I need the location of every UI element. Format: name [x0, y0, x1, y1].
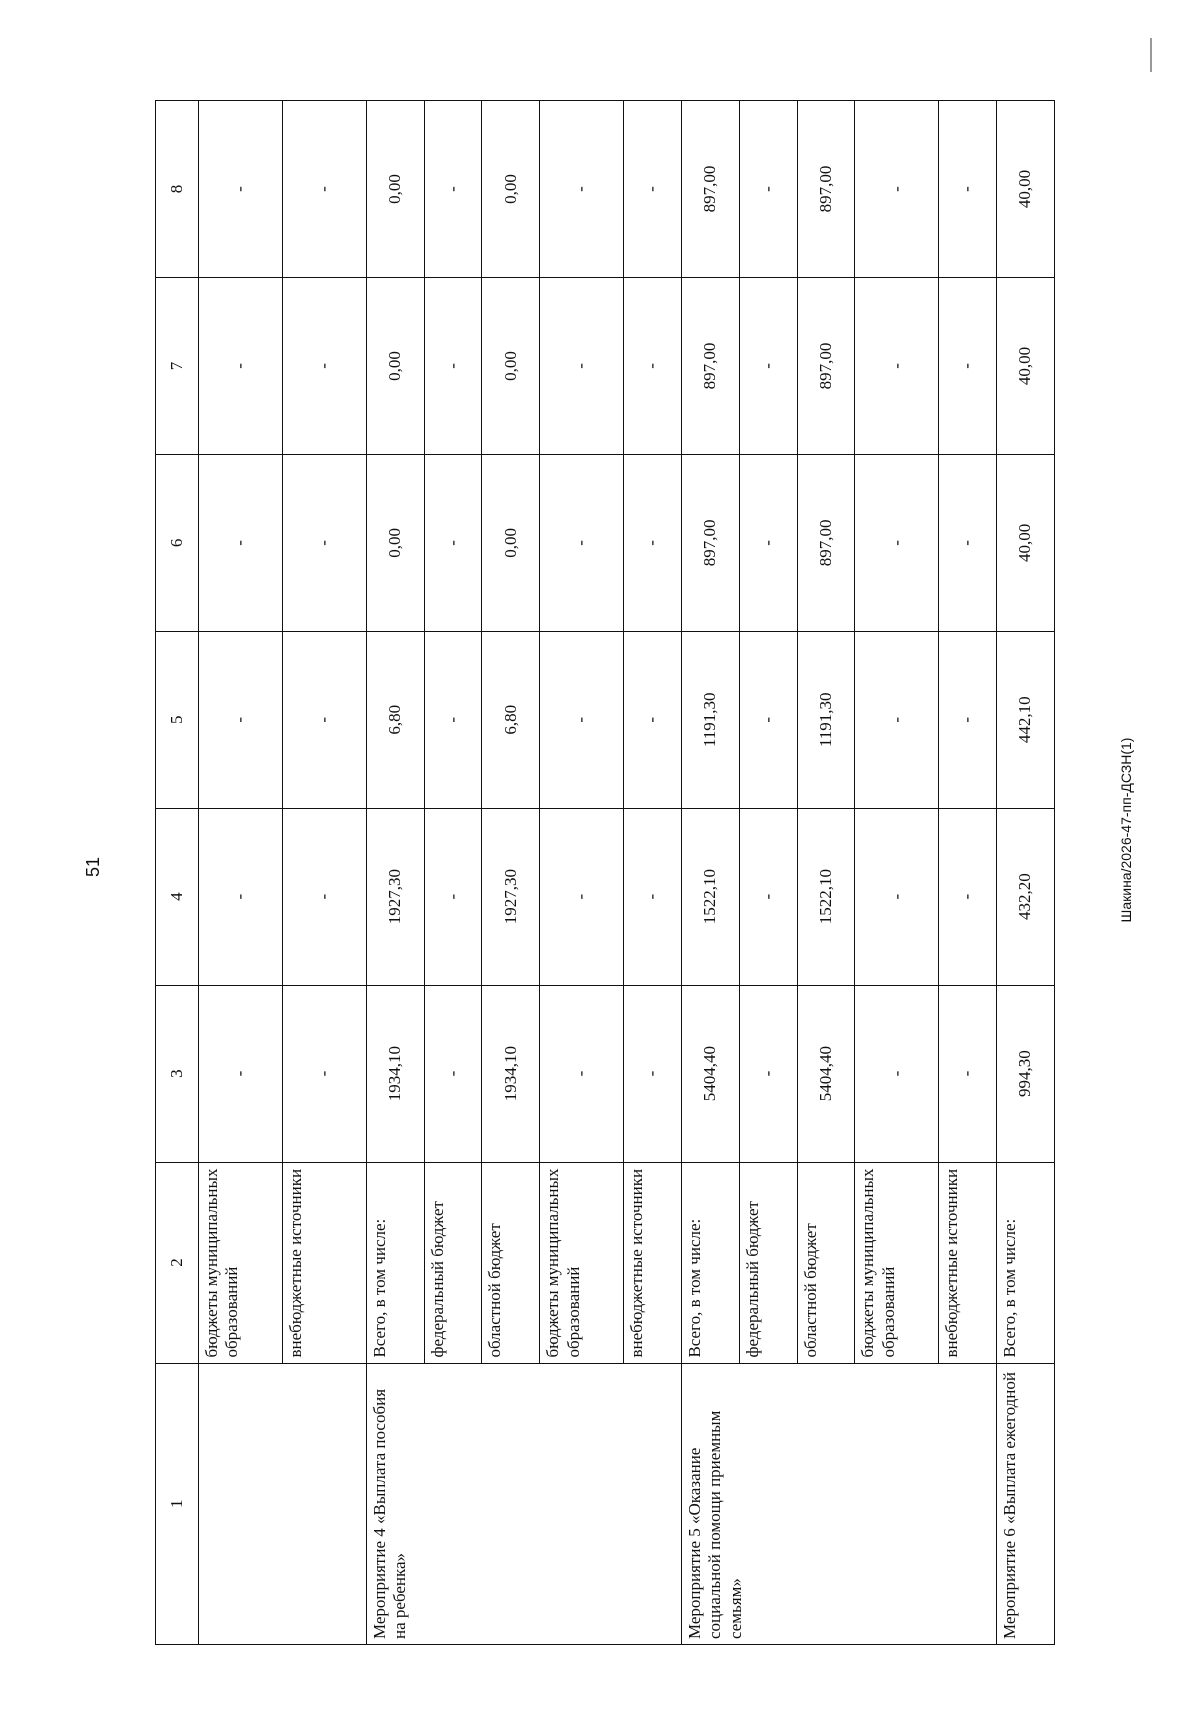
value-cell-col-7: -: [739, 277, 797, 454]
value-cell-col-6: -: [855, 454, 939, 631]
value-cell-col-8: -: [282, 101, 366, 278]
value-cell-col-5: 6,80: [366, 631, 424, 808]
budget-table: [155, 100, 1055, 1645]
header-col-1: 1: [156, 1363, 199, 1644]
funding-source-cell: бюджеты муниципальных образований: [540, 1162, 624, 1363]
activity-name-cell: Мероприятие 5 «Оказание социальной помощи приемным семьям»: [681, 1363, 996, 1644]
funding-source-cell: областной бюджет: [797, 1162, 855, 1363]
value-cell-col-8: -: [540, 101, 624, 278]
value-cell-col-3: -: [855, 985, 939, 1162]
funding-source-cell: внебюджетные источники: [282, 1162, 366, 1363]
scan-edge-mark: [1150, 38, 1152, 72]
value-cell-col-3: 994,30: [997, 985, 1055, 1162]
activity-name-cell: Мероприятие 4 «Выплата пособия на ребенка»: [366, 1363, 681, 1644]
value-cell-col-6: -: [282, 454, 366, 631]
page-number: 51: [83, 856, 103, 878]
value-cell-col-8: 0,00: [366, 101, 424, 278]
value-cell-col-3: -: [199, 985, 283, 1162]
value-cell-col-4: -: [739, 808, 797, 985]
value-cell-col-4: 1927,30: [366, 808, 424, 985]
value-cell-col-5: -: [424, 631, 482, 808]
header-col-4: 4: [156, 808, 199, 985]
value-cell-col-5: -: [540, 631, 624, 808]
funding-source-cell: Всего, в том числе:: [681, 1162, 739, 1363]
value-cell-col-3: -: [282, 985, 366, 1162]
value-cell-col-5: -: [739, 631, 797, 808]
table-row: [199, 101, 283, 1645]
value-cell-col-7: -: [199, 277, 283, 454]
value-cell-col-4: 432,20: [997, 808, 1055, 985]
funding-source-cell: Всего, в том числе:: [366, 1162, 424, 1363]
value-cell-col-6: -: [540, 454, 624, 631]
document-code: Шакина/2026-47-пп-ДСЗН(1): [1118, 737, 1134, 923]
value-cell-col-7: -: [939, 277, 997, 454]
value-cell-col-6: 0,00: [366, 454, 424, 631]
value-cell-col-7: 0,00: [482, 277, 540, 454]
funding-source-cell: бюджеты муниципальных образований: [855, 1162, 939, 1363]
value-cell-col-7: 897,00: [797, 277, 855, 454]
value-cell-col-5: 442,10: [997, 631, 1055, 808]
value-cell-col-3: -: [424, 985, 482, 1162]
value-cell-col-6: 897,00: [797, 454, 855, 631]
table-row: [997, 101, 1055, 1645]
value-cell-col-7: 0,00: [366, 277, 424, 454]
value-cell-col-7: -: [855, 277, 939, 454]
value-cell-col-8: -: [424, 101, 482, 278]
funding-source-cell: внебюджетные источники: [624, 1162, 682, 1363]
value-cell-col-3: 1934,10: [366, 985, 424, 1162]
funding-source-cell: федеральный бюджет: [739, 1162, 797, 1363]
funding-source-cell: бюджеты муниципальных образований: [199, 1162, 283, 1363]
value-cell-col-3: -: [624, 985, 682, 1162]
value-cell-col-5: 6,80: [482, 631, 540, 808]
value-cell-col-5: -: [624, 631, 682, 808]
value-cell-col-8: -: [199, 101, 283, 278]
value-cell-col-6: 40,00: [997, 454, 1055, 631]
value-cell-col-3: -: [939, 985, 997, 1162]
value-cell-col-6: 897,00: [681, 454, 739, 631]
value-cell-col-6: -: [424, 454, 482, 631]
value-cell-col-3: -: [739, 985, 797, 1162]
value-cell-col-8: -: [939, 101, 997, 278]
header-col-8: 8: [156, 101, 199, 278]
activity-name-cell: [199, 1363, 367, 1644]
value-cell-col-7: -: [624, 277, 682, 454]
header-row: [156, 101, 199, 1645]
header-col-7: 7: [156, 277, 199, 454]
table-row: [366, 101, 424, 1645]
value-cell-col-8: -: [855, 101, 939, 278]
value-cell-col-4: 1522,10: [797, 808, 855, 985]
value-cell-col-4: 1522,10: [681, 808, 739, 985]
budget-table-wrapper: [155, 100, 1055, 1645]
funding-source-cell: областной бюджет: [482, 1162, 540, 1363]
header-col-2: 2: [156, 1162, 199, 1363]
value-cell-col-5: 1191,30: [797, 631, 855, 808]
value-cell-col-7: 40,00: [997, 277, 1055, 454]
value-cell-col-7: 897,00: [681, 277, 739, 454]
value-cell-col-4: -: [939, 808, 997, 985]
value-cell-col-4: -: [424, 808, 482, 985]
activity-name-cell: Мероприятие 6 «Выплата ежегодной: [997, 1363, 1055, 1644]
value-cell-col-3: 1934,10: [482, 985, 540, 1162]
value-cell-col-4: 1927,30: [482, 808, 540, 985]
value-cell-col-6: -: [739, 454, 797, 631]
footer-wrapper: [1118, 650, 1140, 1010]
value-cell-col-8: -: [624, 101, 682, 278]
value-cell-col-5: 1191,30: [681, 631, 739, 808]
funding-source-cell: внебюджетные источники: [939, 1162, 997, 1363]
value-cell-col-7: -: [282, 277, 366, 454]
header-col-3: 3: [156, 985, 199, 1162]
value-cell-col-4: -: [199, 808, 283, 985]
header-col-6: 6: [156, 454, 199, 631]
value-cell-col-5: -: [855, 631, 939, 808]
value-cell-col-6: 0,00: [482, 454, 540, 631]
value-cell-col-8: 897,00: [681, 101, 739, 278]
value-cell-col-3: 5404,40: [797, 985, 855, 1162]
value-cell-col-7: -: [424, 277, 482, 454]
header-col-5: 5: [156, 631, 199, 808]
value-cell-col-4: -: [855, 808, 939, 985]
value-cell-col-5: -: [282, 631, 366, 808]
value-cell-col-8: 0,00: [482, 101, 540, 278]
value-cell-col-3: 5404,40: [681, 985, 739, 1162]
value-cell-col-5: -: [199, 631, 283, 808]
value-cell-col-7: -: [540, 277, 624, 454]
table-row: [681, 101, 739, 1645]
value-cell-col-8: -: [739, 101, 797, 278]
value-cell-col-6: -: [939, 454, 997, 631]
funding-source-cell: Всего, в том числе:: [997, 1162, 1055, 1363]
value-cell-col-4: -: [624, 808, 682, 985]
value-cell-col-8: 40,00: [997, 101, 1055, 278]
value-cell-col-4: -: [282, 808, 366, 985]
value-cell-col-6: -: [624, 454, 682, 631]
value-cell-col-4: -: [540, 808, 624, 985]
funding-source-cell: федеральный бюджет: [424, 1162, 482, 1363]
value-cell-col-8: 897,00: [797, 101, 855, 278]
value-cell-col-5: -: [939, 631, 997, 808]
value-cell-col-3: -: [540, 985, 624, 1162]
value-cell-col-6: -: [199, 454, 283, 631]
